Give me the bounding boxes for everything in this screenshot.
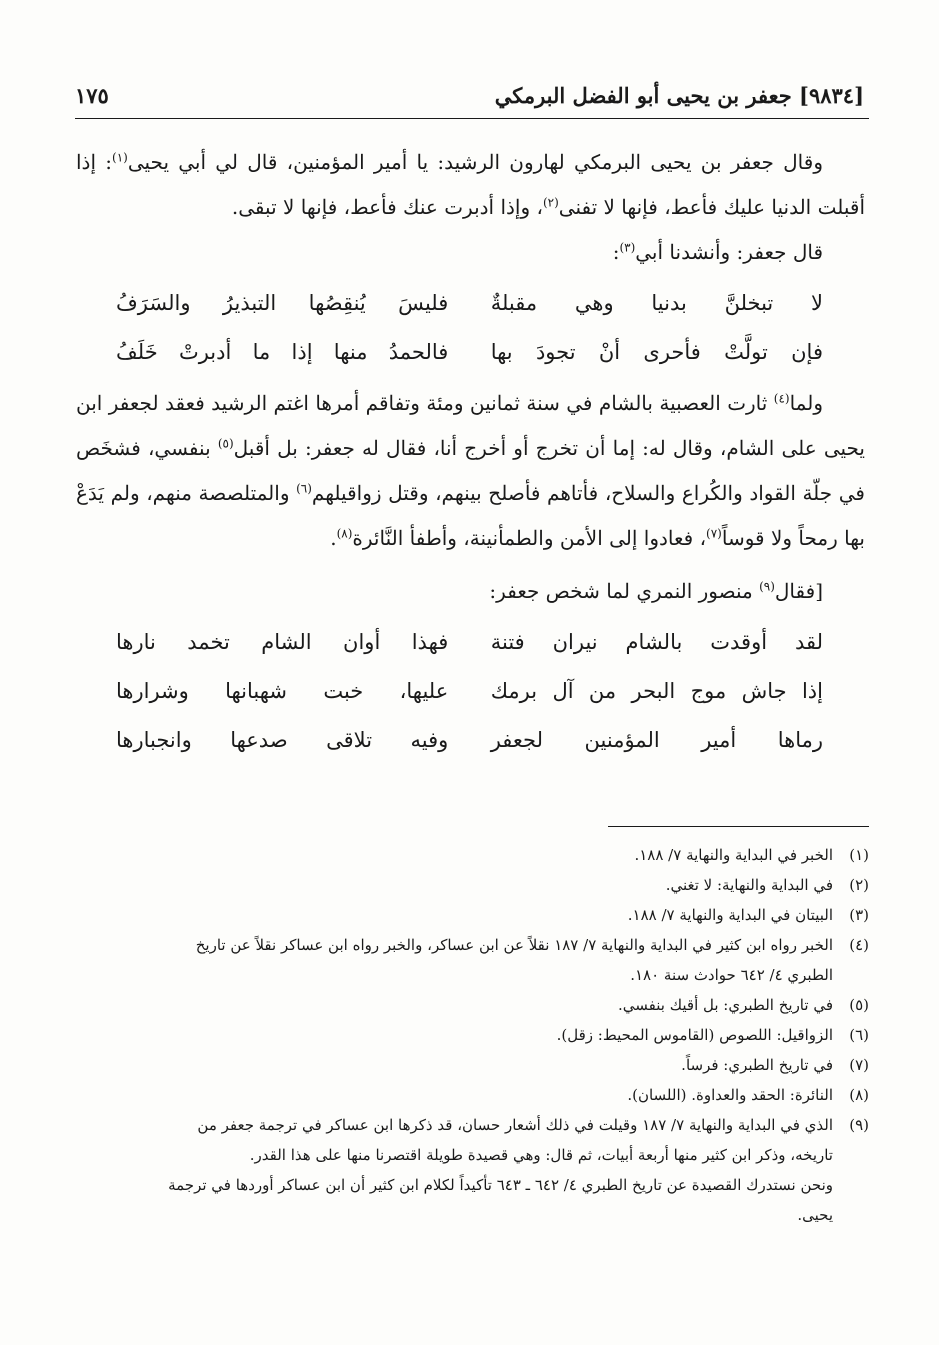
paragraph-1: وقال جعفر بن يحيى البرمكي لهارون الرشيد: يا أمير المؤمنين، قال لي أبي يحيى$^{(١)}$: إذا أقبلت الدنيا عليك فأعط، فإنها لا تفنى$^{(٢)}$، وإذا أدبرت عنك فأعط، فإنها لا تبقى. bbox=[76, 150, 865, 219]
hemistich-left: عليها، خبت شهبانها وشرارها bbox=[116, 679, 449, 703]
poem-2 bbox=[76, 614, 865, 769]
footnote-ref-5[interactable]: (٥) bbox=[217, 436, 234, 451]
footnote-1 bbox=[76, 840, 869, 870]
footnote-text: في تاريخ الطبري: بل أقيك بنفسي. bbox=[618, 996, 833, 1014]
hemistich-right: إذا جاش موج البحر من آل برمك bbox=[490, 679, 823, 703]
footnote-ref-1[interactable]: (١) bbox=[112, 150, 128, 165]
footnote-number: (٢) bbox=[849, 876, 869, 894]
footnote-ref-7[interactable]: (٧) bbox=[706, 526, 722, 541]
footnote-divider bbox=[608, 826, 869, 827]
footnote-text: البيتان في البداية والنهاية ٧/ ١٨٨. bbox=[627, 906, 833, 924]
hemistich-right: فإن تولَّتْ فأحرى أنْ تجودَ بها bbox=[490, 340, 823, 364]
hemistich-left: فالحمدُ منها إذا ما أدبرتْ خَلَفُ bbox=[116, 340, 449, 364]
footnote-number: (٥) bbox=[849, 996, 869, 1014]
poem-1 bbox=[76, 275, 865, 381]
footnote-number: (٣) bbox=[849, 906, 869, 924]
footnote-number: (٩) bbox=[849, 1116, 869, 1134]
verse-line bbox=[76, 716, 865, 765]
paragraph-4: [فقال$^{(٩)}$ منصور النمري لما شخص جعفر: bbox=[489, 579, 823, 603]
footnote-number: (٧) bbox=[849, 1056, 869, 1074]
footnote-6 bbox=[76, 1020, 869, 1050]
hemistich-left: فليسَ يُنقِصُها التبذيرُ والسَرَفُ bbox=[116, 291, 449, 315]
hemistich-right: رماها أمير المؤمنين لجعفر bbox=[490, 728, 823, 752]
footnote-text: الذي في البداية والنهاية ٧/ ١٨٧ وقيلت في ذلك أشعار حسان، قد ذكرها ابن عساكر في ترجمة جعفر من تاريخه، وذكر ابن كثير منها أربعة أبيات، ثم قال: وهي قصيدة طويلة اقتصرنا منها على هذا القدر. ونحن نستدرك القصيدة عن تاريخ الطبري ٤/ ٦٤٢ ـ ٦٤٣ تأكيداً لكلام ابن كثير أن ابن عساكر أوردها في ترجمة يحيى. bbox=[168, 1116, 833, 1224]
hemistich-right: لقد أوقدت بالشام نيران فتنة bbox=[490, 630, 823, 654]
footnote-number: (٦) bbox=[849, 1026, 869, 1044]
hemistich-left: فهذا أوان الشام تخمد نارها bbox=[116, 630, 449, 654]
footnote-ref-3[interactable]: (٣) bbox=[619, 240, 636, 255]
verse-line bbox=[76, 618, 865, 667]
footnote-8 bbox=[76, 1080, 869, 1110]
footnote-4 bbox=[76, 930, 869, 990]
running-header bbox=[75, 78, 864, 112]
verse-line bbox=[76, 279, 865, 328]
footnote-ref-2[interactable]: (٢) bbox=[542, 195, 559, 210]
footnotes bbox=[76, 840, 869, 1230]
footnote-2 bbox=[76, 870, 869, 900]
footnote-ref-4[interactable]: (٤) bbox=[773, 391, 790, 406]
page-number: ١٧٥ bbox=[75, 82, 109, 108]
main-text bbox=[76, 140, 865, 769]
footnote-text: النائرة: الحقد والعداوة. (اللسان). bbox=[627, 1086, 833, 1104]
footnote-ref-9[interactable]: (٩) bbox=[759, 579, 775, 594]
header-title: [٩٨٣٤] جعفر بن يحيى أبو الفضل البرمكي bbox=[494, 82, 864, 108]
header-divider bbox=[75, 118, 869, 119]
verse-line bbox=[76, 667, 865, 716]
footnote-text: الخبر في البداية والنهاية ٧/ ١٨٨. bbox=[634, 846, 833, 864]
footnote-text: في البداية والنهاية: لا تغني. bbox=[665, 876, 833, 894]
footnote-3 bbox=[76, 900, 869, 930]
footnote-text: في تاريخ الطبري: فرساً. bbox=[681, 1056, 833, 1074]
footnote-ref-8[interactable]: (٨) bbox=[336, 526, 353, 541]
footnote-7 bbox=[76, 1050, 869, 1080]
verse-line bbox=[76, 328, 865, 377]
paragraph-2: قال جعفر: وأنشدنا أبي$^{(٣)}$: bbox=[612, 240, 823, 264]
hemistich-left: وفيه تلاقى صدعها وانجبارها bbox=[116, 728, 449, 752]
footnote-text: الزواقيل: اللصوص (القاموس المحيط: زقل). bbox=[556, 1026, 833, 1044]
footnote-number: (١) bbox=[849, 846, 869, 864]
footnote-number: (٨) bbox=[849, 1086, 869, 1104]
footnote-text: الخبر رواه ابن كثير في البداية والنهاية ٧/ ١٨٧ نقلاً عن ابن عساكر، والخبر رواه ابن عساكر نقلاً عن تاريخ الطبري ٤/ ٦٤٢ حوادث سنة ١٨٠. bbox=[195, 936, 833, 984]
footnote-9 bbox=[76, 1110, 869, 1230]
footnote-5 bbox=[76, 990, 869, 1020]
footnote-number: (٤) bbox=[849, 936, 869, 954]
paragraph-3: ولما$^{(٤)}$ ثارت العصبية بالشام في سنة ثمانين ومئة وتفاقم أمرها اغتم الرشيد فعقد لجعفر ابن يحيى على الشام، وقال له: إما أن تخرج أو أخرج أنا، فقال له جعفر: بل أقبل$^{(٥)}$ بنفسي، فشخَص في جلّة القواد والكُراع والسلاح، فأتاهم فأصلح بينهم، وقتل زواقيلهم$^{(٦)}$ والمتلصصة منهم، ولم يَدَعْ بها رمحاً ولا قوساً$^{(٧)}$، فعادوا إلى الأمن والطمأنينة، وأطفأ النَّائرة$^{(٨)}$. bbox=[76, 391, 865, 550]
footnote-ref-6[interactable]: (٦) bbox=[296, 481, 312, 496]
hemistich-right: لا تبخلنَّ بدنيا وهي مقبلةٌ bbox=[490, 291, 823, 315]
